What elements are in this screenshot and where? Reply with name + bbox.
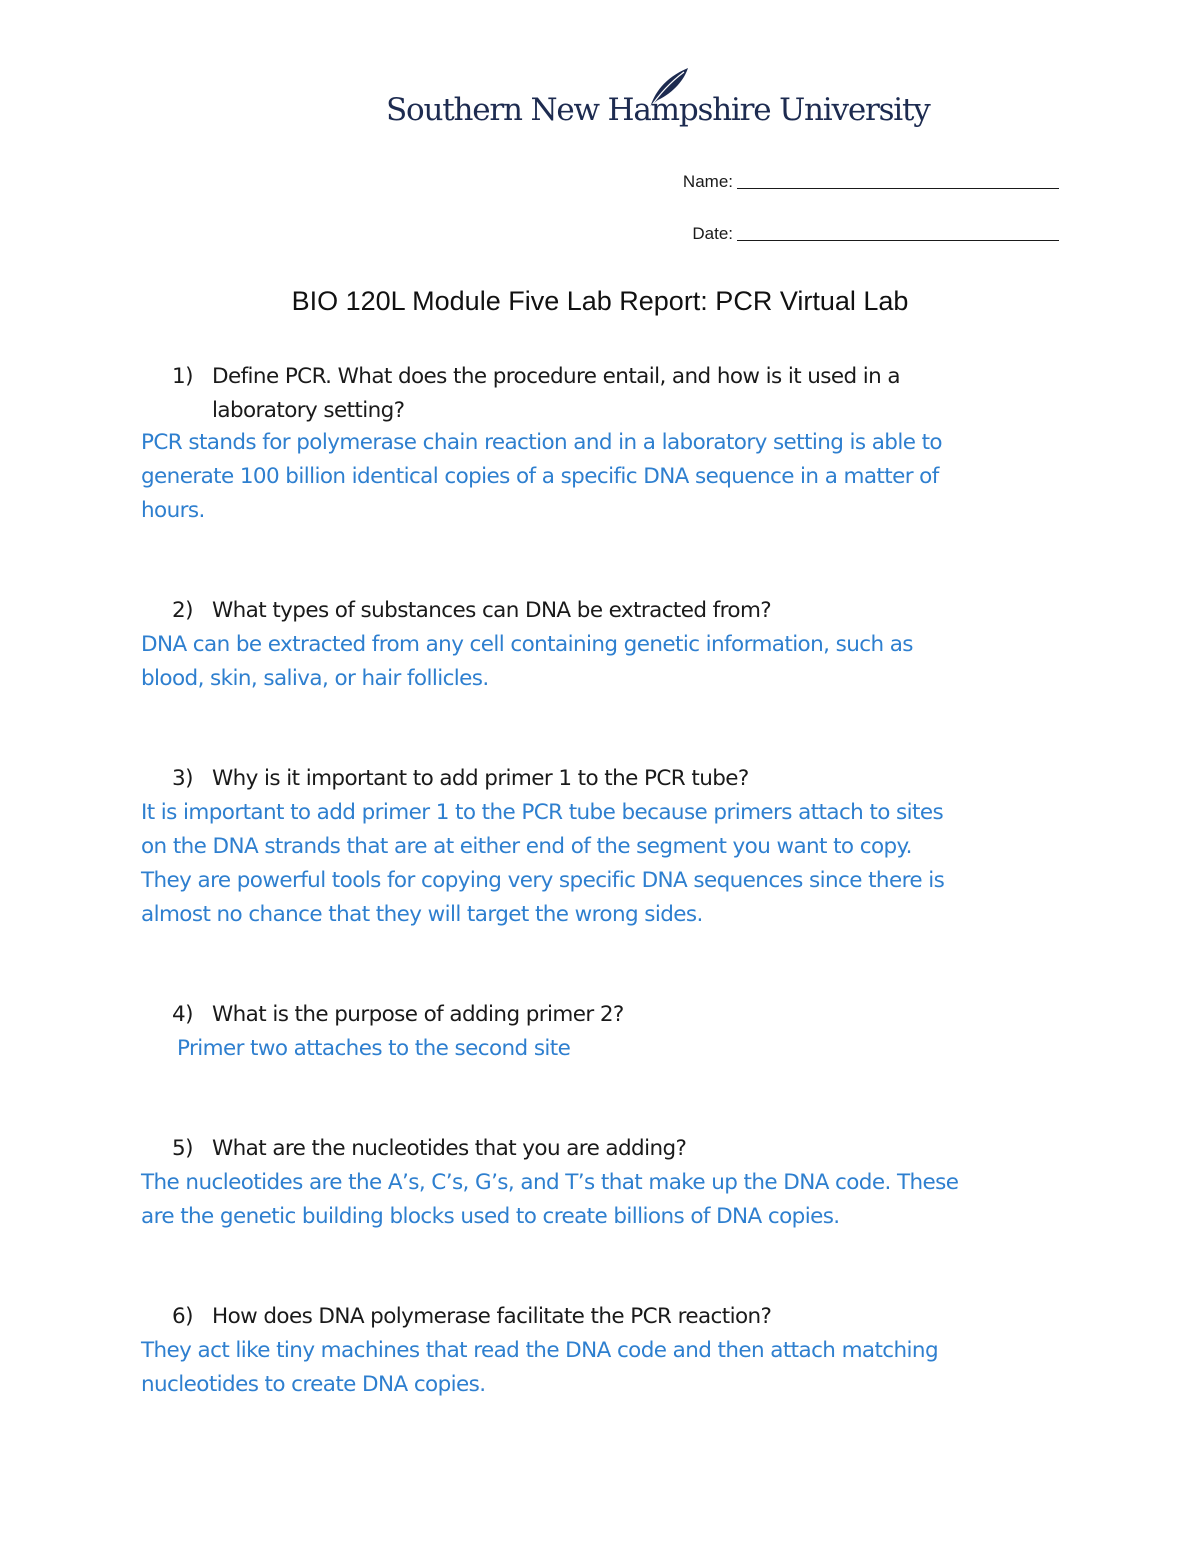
question-number: 2)	[172, 598, 193, 623]
question-3	[172, 762, 1032, 796]
question-1	[172, 360, 1032, 428]
question-text-line: Define PCR. What does the procedure entail, and how is it used in a	[212, 364, 901, 389]
question-number: 1)	[172, 364, 193, 389]
answer-line: on the DNA strands that are at either end of the segment you want to copy.	[141, 834, 912, 859]
answer-2	[141, 628, 913, 696]
question-text-line: What types of substances can DNA be extracted from?	[212, 598, 772, 623]
answer-line: are the genetic building blocks used to create billions of DNA copies.	[141, 1204, 840, 1229]
date-line	[737, 226, 1059, 241]
question-4	[172, 998, 1032, 1032]
date-field	[692, 224, 1059, 244]
answer-line: The nucleotides are the A’s, C’s, G’s, and T’s that make up the DNA code. These	[141, 1170, 959, 1195]
answer-line: DNA can be extracted from any cell containing genetic information, such as	[141, 632, 913, 657]
question-text-line: laboratory setting?	[212, 398, 405, 423]
answer-3	[141, 796, 944, 932]
name-line	[737, 174, 1059, 189]
answer-line: blood, skin, saliva, or hair follicles.	[141, 666, 489, 691]
date-label: Date:	[692, 224, 733, 243]
answer-line: generate 100 billion identical copies of a specific DNA sequence in a matter of	[141, 464, 939, 489]
question-number: 6)	[172, 1304, 193, 1329]
name-label: Name:	[682, 172, 733, 191]
answer-line: It is important to add primer 1 to the PCR tube because primers attach to sites	[141, 800, 944, 825]
answer-5	[141, 1166, 958, 1234]
question-6	[172, 1300, 1032, 1334]
answer-4	[177, 1032, 570, 1066]
answer-line: nucleotides to create DNA copies.	[141, 1372, 486, 1397]
question-text-line: How does DNA polymerase facilitate the PCR reaction?	[212, 1304, 772, 1329]
question-number: 5)	[172, 1136, 193, 1161]
answer-line: Primer two attaches to the second site	[177, 1036, 571, 1061]
answer-line: PCR stands for polymerase chain reaction and in a laboratory setting is able to	[141, 430, 942, 455]
question-number: 3)	[172, 766, 193, 791]
answer-1	[141, 426, 942, 528]
university-logo	[386, 66, 930, 138]
question-text-line: Why is it important to add primer 1 to the PCR tube?	[212, 766, 749, 791]
answer-line: almost no chance that they will target the wrong sides.	[141, 902, 703, 927]
question-2	[172, 594, 1032, 628]
name-field	[683, 172, 1059, 192]
question-number: 4)	[172, 1002, 193, 1027]
answer-line: They act like tiny machines that read the DNA code and then attach matching	[141, 1338, 939, 1363]
answer-6	[141, 1334, 938, 1402]
question-5	[172, 1132, 1032, 1166]
answer-line: hours.	[141, 498, 205, 523]
answer-line: They are powerful tools for copying very specific DNA sequences since there is	[141, 868, 945, 893]
page-title: BIO 120L Module Five Lab Report: PCR Virtual Lab	[291, 286, 909, 316]
question-text-line: What are the nucleotides that you are adding?	[212, 1136, 687, 1161]
logo-text: Southern New Hampshire University	[386, 92, 930, 128]
question-text-line: What is the purpose of adding primer 2?	[212, 1002, 624, 1027]
